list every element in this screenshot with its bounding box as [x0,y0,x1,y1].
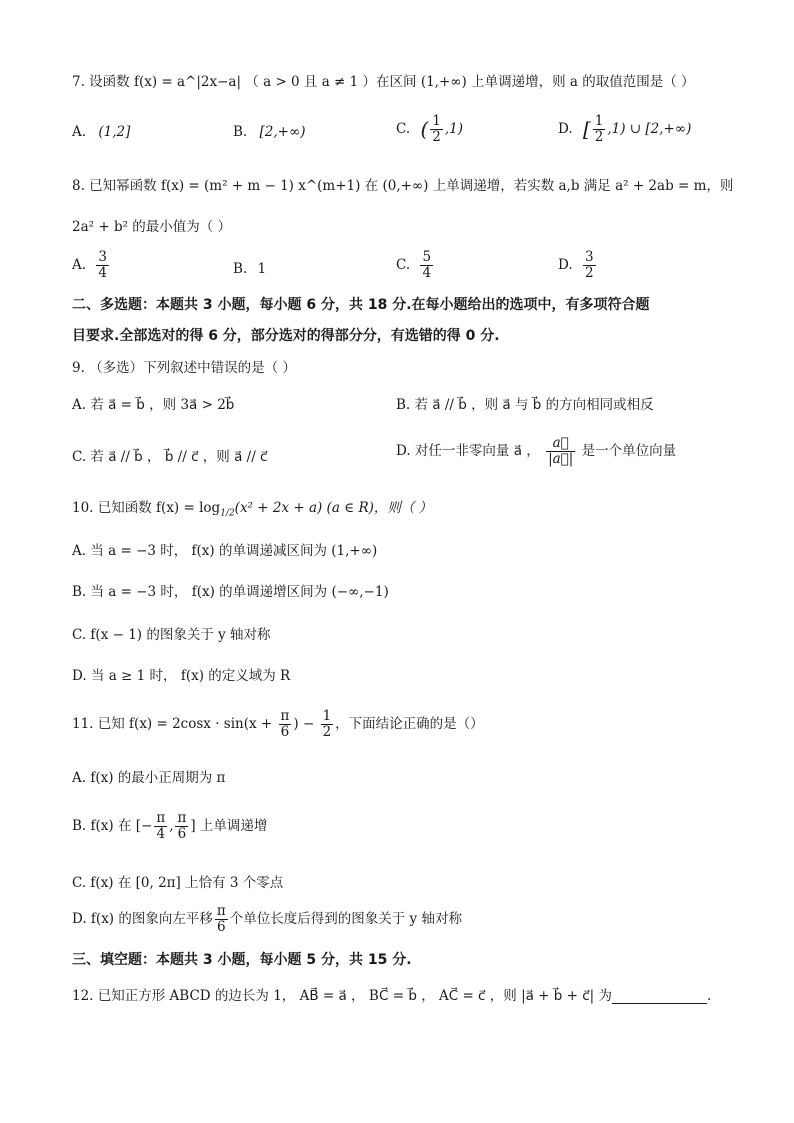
q11-stem-fraction2-numerator: 1 [322,708,332,724]
q11-stem-middle: ) − [293,715,315,732]
q9-option-a: A. 若 a⃗ = b⃗ ，则 3a⃗ > 2b⃗ [72,397,235,413]
q8-option-c-fraction [420,250,433,281]
q7-option-d-fraction [593,114,606,145]
q7-option-c [396,114,463,145]
q8-option-d-label: D. [558,256,573,273]
q8-option-a-label: A. [72,256,87,273]
q11-option-b-fraction1-numerator: π [156,810,166,826]
q11-stem-fraction2 [321,709,334,740]
q7-option-c-fraction [430,114,443,145]
q8-stem-line1: 8. 已知幂函数 f(x) = (m² + m − 1) x^(m+1) 在 (0,+∞) 上单调递增，若实数 a,b 满足 a² + 2ab = m，则 [72,178,734,194]
q7-option-a-text: (1,2] [98,124,131,140]
q7-option-d-numerator: 1 [594,113,604,129]
q8-option-d [558,250,598,281]
q11-stem-fraction1-numerator: π [280,708,290,724]
q10-stem-prefix: 10. 已知函数 f(x) = log [72,500,221,516]
q11-stem [72,709,484,740]
q11-option-d-prefix: D. f(x) 的图象向左平移 [72,910,213,927]
q10-stem [72,500,432,519]
q12-stem-end: . [707,988,712,1004]
q9-option-d-prefix: D. 对任一非零向量 a⃗ ， [396,442,540,459]
q11-option-d-denominator: 6 [217,918,226,935]
q8-stem-line2: 2a² + b² 的最小值为（ ） [72,219,232,235]
q8-option-d-numerator: 3 [584,249,594,265]
section2-heading-line1: 二、多选题：本题共 3 小题，每小题 6 分，共 18 分.在每小题给出的选项中，有多项符合题 [72,297,650,313]
q7-option-b-label: B. [233,124,248,140]
q8-option-a-numerator: 3 [98,249,107,265]
q8-option-a-fraction [96,250,109,281]
q7-option-d-denominator: 2 [594,128,604,145]
q9-option-d-denominator: |a⃗| [548,450,574,467]
q7-option-b [233,124,306,140]
q9-stem: 9. （多选）下列叙述中错误的是（ ） [72,360,296,376]
q12-stem-text: 12. 已知正方形 ABCD 的边长为 1， AB⃗ = a⃗ ， BC⃗ = b⃗ ， AC⃗ = c⃗ ，则 |a⃗ + b⃗ + c⃗| 为 [72,988,613,1004]
q9-option-d-numerator: a⃗ [546,436,575,452]
q7-option-c-open: ( [420,117,429,142]
section2-heading-line2: 目要求.全部选对的得 6 分，部分选对的得部分分，有选错的得 0 分. [72,328,500,344]
q8-option-b-label: B. [233,261,248,277]
q8-option-c-numerator: 5 [422,249,432,265]
q7-option-d-open: [ [582,117,591,142]
q11-option-d-suffix: 个单位长度后得到的图象关于 y 轴对称 [229,910,462,927]
q7-option-a-label: A. [72,124,87,140]
q7-option-d [558,114,691,145]
q10-option-a: A. 当 a = −3 时， f(x) 的单调递减区间为 (1,+∞) [72,543,378,559]
q9-option-c: C. 若 a⃗ // b⃗ ， b⃗ // c⃗ ，则 a⃗ // c⃗ [72,449,268,465]
q11-option-b-comma: , [169,817,174,834]
q9-option-d-fraction [546,436,575,467]
q10-option-c: C. f(x − 1) 的图象关于 y 轴对称 [72,627,271,643]
q8-option-c-label: C. [396,256,411,273]
q7-option-b-text: [2,+∞) [259,124,306,140]
q8-option-b [233,261,266,277]
q10-log-base: 1/2 [220,508,235,519]
q11-option-b-fraction2-numerator: π [177,810,187,826]
q11-option-b-fraction1-denominator: 4 [156,825,166,842]
q9-option-d-suffix: 是一个单位向量 [581,442,677,459]
q11-stem-suffix: ，下面结论正确的是（） [335,715,484,732]
q8-option-d-fraction [583,250,596,281]
q7-option-a [72,124,130,140]
q8-option-a [72,250,111,281]
q9-option-b: B. 若 a⃗ // b⃗ ，则 a⃗ 与 b⃗ 的方向相同或相反 [396,397,654,413]
q7-option-d-label: D. [558,120,573,137]
q7-option-d-rest: ,1) ∪ [2,+∞) [607,120,692,137]
q11-option-b [72,811,267,842]
q8-option-d-denominator: 2 [584,264,594,281]
q11-stem-fraction1-denominator: 6 [280,723,290,740]
q7-option-c-label: C. [396,120,411,137]
q11-stem-prefix: 11. 已知 f(x) = 2cosx · sin(x + [72,715,273,732]
q11-option-d [72,904,462,935]
q11-option-b-suffix: ] 上单调递增 [190,817,268,834]
section3-heading: 三、填空题：本题共 3 小题，每小题 5 分，共 15 分. [72,952,412,968]
q11-option-d-numerator: π [216,903,226,919]
q8-option-a-denominator: 4 [98,264,107,281]
q11-option-c: C. f(x) 在 [0, 2π] 上恰有 3 个零点 [72,875,284,891]
q11-stem-fraction2-denominator: 2 [322,723,332,740]
q7-option-c-numerator: 1 [432,113,441,129]
q8-option-b-text: 1 [257,261,267,277]
q7-option-c-rest: ,1) [444,120,463,137]
q12-answer-blank[interactable] [612,989,707,1004]
q7-stem: 7. 设函数 f(x) = a^|2x−a| （ a > 0 且 a ≠ 1 ）在区间 (1,+∞) 上单调递增，则 a 的取值范围是（ ） [72,74,695,90]
q9-option-d [396,436,676,467]
q11-stem-fraction1 [279,709,292,740]
q10-option-b: B. 当 a = −3 时， f(x) 的单调递增区间为 (−∞,−1) [72,584,389,600]
q10-option-d: D. 当 a ≥ 1 时， f(x) 的定义域为 R [72,668,291,684]
q11-option-a: A. f(x) 的最小正周期为 π [72,770,226,786]
q8-option-c-denominator: 4 [422,264,432,281]
q10-stem-suffix: (x² + 2x + a) (a ∈ R)，则（ ） [234,500,433,516]
q8-option-c [396,250,435,281]
q11-option-b-fraction2-denominator: 6 [177,825,187,842]
q11-option-b-prefix: B. f(x) 在 [− [72,817,153,834]
q7-option-c-denominator: 2 [432,128,441,145]
q12-stem [72,988,711,1004]
q11-option-d-fraction [215,904,228,935]
q11-option-b-fraction1 [154,811,167,842]
q11-option-b-fraction2 [175,811,188,842]
